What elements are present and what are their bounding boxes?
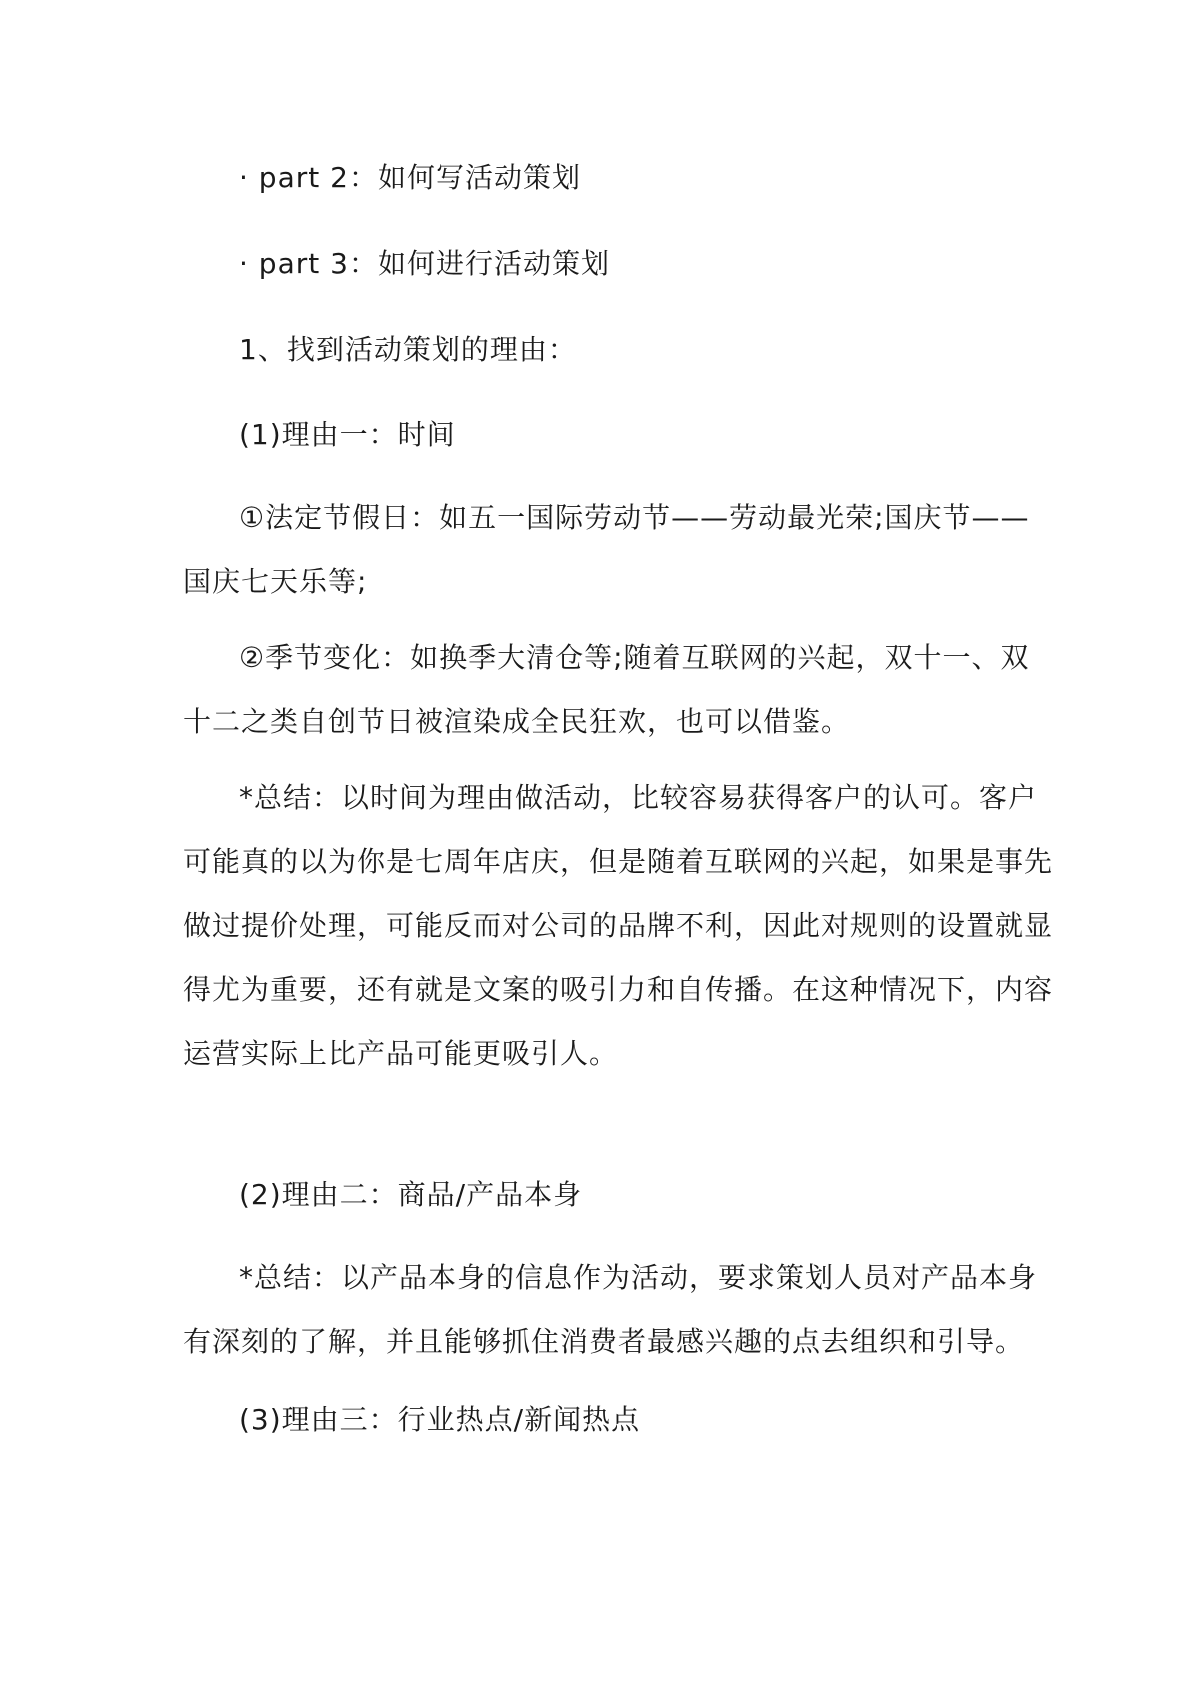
- reason1-item1: [183, 486, 1030, 614]
- reason1-item2-line1: ②季节变化：如换季大清仓等;随着互联网的兴起，双十一、双: [239, 641, 1030, 674]
- summary1-line5: 运营实际上比产品可能更吸引人。: [183, 1037, 619, 1070]
- reason1-title: [183, 403, 1023, 467]
- part3-line: [183, 232, 1023, 296]
- reason3-title: [183, 1388, 1023, 1452]
- summary2-line2: 有深刻的了解，并且能够抓住消费者最感兴趣的点去组织和引导。: [183, 1325, 1025, 1358]
- summary2: [183, 1246, 1038, 1374]
- part2-line: [183, 146, 1023, 210]
- reason1-item2-line2: 十二之类自创节日被渲染成全民狂欢，也可以借鉴。: [183, 705, 851, 738]
- summary1-line3: 做过提价处理，可能反而对公司的品牌不利，因此对规则的设置就显: [183, 909, 1054, 942]
- reason1-item1-line1: ①法定节假日：如五一国际劳动节——劳动最光荣;国庆节——: [239, 501, 1030, 534]
- summary2-line1: *总结：以产品本身的信息作为活动，要求策划人员对产品本身: [239, 1261, 1038, 1294]
- reason2-title-text: (2)理由二：商品/产品本身: [239, 1178, 583, 1211]
- summary1: [183, 766, 1054, 1086]
- heading-1: [183, 318, 1023, 382]
- part2-text: · part 2：如何写活动策划: [239, 161, 581, 194]
- reason1-item2: [183, 626, 1030, 754]
- heading-1-text: 1、找到活动策划的理由：: [239, 333, 577, 366]
- summary1-line1: *总结：以时间为理由做活动，比较容易获得客户的认可。客户: [239, 781, 1038, 814]
- reason2-title: [183, 1163, 1023, 1227]
- reason3-title-text: (3)理由三：行业热点/新闻热点: [239, 1403, 641, 1436]
- summary1-line2: 可能真的以为你是七周年店庆，但是随着互联网的兴起，如果是事先: [183, 845, 1054, 878]
- summary1-line4: 得尤为重要，还有就是文案的吸引力和自传播。在这种情况下，内容: [183, 973, 1054, 1006]
- reason1-item1-line2: 国庆七天乐等;: [183, 565, 368, 598]
- reason1-title-text: (1)理由一：时间: [239, 418, 456, 451]
- part3-text: · part 3：如何进行活动策划: [239, 247, 610, 280]
